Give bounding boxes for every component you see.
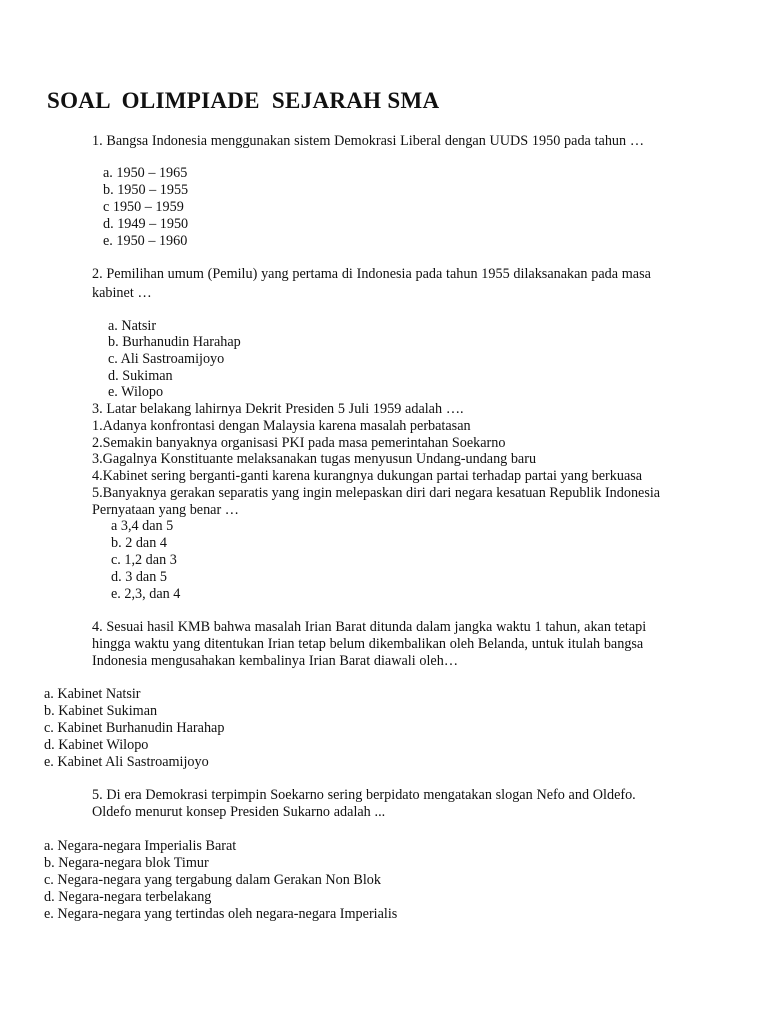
question-5-line-1: 5. Di era Demokrasi terpimpin Soekarno sering berpidato mengatakan slogan Nefo and Oldefo. xyxy=(92,787,636,803)
q5-option-d: d. Negara-negara terbelakang xyxy=(44,889,212,905)
q1-option-b: b. 1950 – 1955 xyxy=(103,182,189,198)
q3-option-c: c. 1,2 dan 3 xyxy=(111,552,177,568)
q4-option-a: a. Kabinet Natsir xyxy=(44,686,141,702)
q4-option-b: b. Kabinet Sukiman xyxy=(44,703,158,719)
q1-option-e: e. 1950 – 1960 xyxy=(103,233,188,249)
q5-option-a: a. Negara-negara Imperialis Barat xyxy=(44,838,237,854)
q5-option-b: b. Negara-negara blok Timur xyxy=(44,855,209,871)
q3-statement-1: 1.Adanya konfrontasi dengan Malaysia karena masalah perbatasan xyxy=(92,418,471,434)
q3-statement-3: 3.Gagalnya Konstituante melaksanakan tugas menyusun Undang-undang baru xyxy=(92,451,537,467)
question-4-line-1: 4. Sesuai hasil KMB bahwa masalah Irian Barat ditunda dalam jangka waktu 1 tahun, akan tetapi xyxy=(92,619,647,635)
q4-option-d: d. Kabinet Wilopo xyxy=(44,737,149,753)
question-5-line-2: Oldefo menurut konsep Presiden Sukarno adalah ... xyxy=(92,804,386,820)
q3-option-a: a 3,4 dan 5 xyxy=(111,518,174,534)
q2-option-e: e. Wilopo xyxy=(108,384,164,400)
q3-statement-5: 5.Banyaknya gerakan separatis yang ingin melepaskan diri dari negara kesatuan Republik Indonesia xyxy=(92,485,661,501)
q3-prompt: Pernyataan yang benar … xyxy=(92,502,239,518)
q1-option-a: a. 1950 – 1965 xyxy=(103,165,188,181)
q1-option-c: c 1950 – 1959 xyxy=(103,199,184,215)
question-1-text: 1. Bangsa Indonesia menggunakan sistem Demokrasi Liberal dengan UUDS 1950 pada tahun … xyxy=(92,133,645,149)
q3-option-b: b. 2 dan 4 xyxy=(111,535,167,551)
q5-option-e: e. Negara-negara yang tertindas oleh negara-negara Imperialis xyxy=(44,906,398,922)
q3-statement-4: 4.Kabinet sering berganti-ganti karena kurangnya dukungan partai terhadap partai yang berkuasa xyxy=(92,468,643,484)
q3-option-d: d. 3 dan 5 xyxy=(111,569,167,585)
q3-option-e: e. 2,3, dan 4 xyxy=(111,586,181,602)
question-2-line-1: 2. Pemilihan umum (Pemilu) yang pertama di Indonesia pada tahun 1955 dilaksanakan pada masa xyxy=(92,266,651,282)
q2-option-c: c. Ali Sastroamijoyo xyxy=(108,351,225,367)
question-4-line-2: hingga waktu yang ditentukan Irian tetap belum dikembalikan oleh Belanda, untuk itulah bangsa xyxy=(92,636,644,652)
q1-option-d: d. 1949 – 1950 xyxy=(103,216,189,232)
q5-option-c: c. Negara-negara yang tergabung dalam Gerakan Non Blok xyxy=(44,872,381,888)
q2-option-b: b. Burhanudin Harahap xyxy=(108,334,241,350)
page-title: SOAL OLIMPIADE SEJARAH SMA xyxy=(47,88,440,113)
q2-option-d: d. Sukiman xyxy=(108,368,173,384)
q4-option-e: e. Kabinet Ali Sastroamijoyo xyxy=(44,754,209,770)
question-3-text: 3. Latar belakang lahirnya Dekrit Presiden 5 Juli 1959 adalah …. xyxy=(92,401,464,417)
q2-option-a: a. Natsir xyxy=(108,318,157,334)
question-2-line-2: kabinet … xyxy=(92,285,152,301)
q3-statement-2: 2.Semakin banyaknya organisasi PKI pada masa pemerintahan Soekarno xyxy=(92,435,506,451)
q4-option-c: c. Kabinet Burhanudin Harahap xyxy=(44,720,225,736)
question-4-line-3: Indonesia mengusahakan kembalinya Irian Barat diawali oleh… xyxy=(92,653,459,669)
